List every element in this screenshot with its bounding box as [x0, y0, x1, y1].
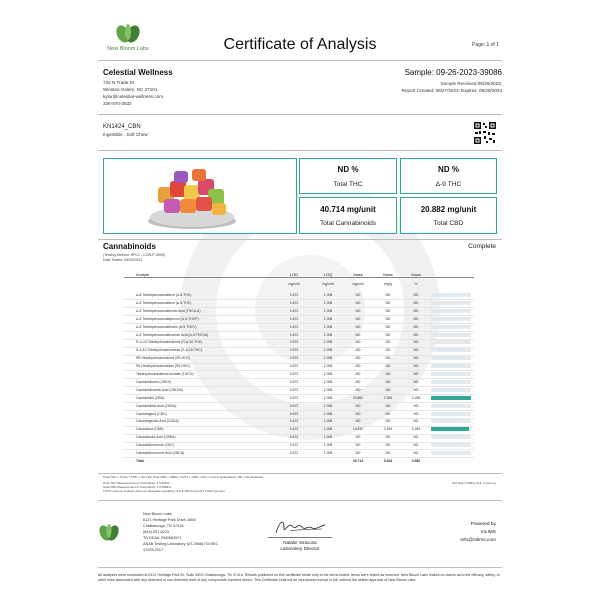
lod-value: 0.672	[289, 300, 299, 305]
mass-pct-value: ND	[413, 340, 419, 345]
result-bar	[431, 301, 471, 305]
summary-label: Total THC	[333, 181, 363, 188]
col-lod: LOD	[289, 272, 299, 277]
analyte-name: Cannabigerolic Acid (CBGA)	[136, 419, 179, 424]
analyte-name: Cannabidiol (CBD)	[136, 395, 165, 400]
result-bar	[431, 333, 471, 337]
analyte-name: Cannabigerol (CBG)	[136, 411, 167, 416]
loq-value: 1.008	[323, 372, 333, 376]
col-mass-pct: Mass	[411, 272, 421, 277]
mass-pct-value: ND	[413, 293, 419, 297]
result-bar	[431, 340, 471, 344]
mass-g-value: ND	[385, 403, 391, 408]
result-bar	[431, 443, 471, 447]
loq-value: 1.008	[323, 308, 333, 313]
mass-pct-value: ND	[413, 324, 419, 329]
table-row	[124, 332, 474, 340]
summary-total-cbd	[400, 197, 497, 234]
powered-by-email[interactable]: info@mlims.com	[460, 538, 496, 543]
lod-value: 0.672	[289, 411, 299, 416]
mass-unit-value: ND	[355, 364, 361, 369]
loq-value: 1.008	[323, 419, 333, 424]
mass-unit-value: 20.882	[352, 395, 364, 400]
col-mass-unit: Mass	[353, 272, 363, 277]
report-dates: Report Created: 09/27/2023; Expires: 09/26/2024	[401, 88, 502, 93]
lod-value: 0.672	[289, 419, 299, 424]
lod-value: 0.672	[289, 387, 299, 392]
analyte-name: Cannabichromenic Acid (CBCA)	[136, 451, 185, 455]
loq-value: 1.008	[323, 379, 333, 384]
loq-value: 1.008	[323, 411, 333, 416]
mass-unit-value: ND	[355, 387, 361, 392]
table-row	[124, 411, 474, 419]
table-row	[124, 316, 474, 324]
loq-value: 1.008	[323, 332, 333, 337]
mass-unit-value: ND	[355, 332, 361, 337]
table-row	[124, 339, 474, 347]
mass-g-value: ND	[385, 332, 391, 337]
unit-mass-g: mg/g	[384, 282, 392, 286]
result-bar-fill	[431, 396, 471, 400]
table-row	[124, 403, 474, 411]
mass-g-value: ND	[385, 293, 391, 297]
lab-name: New Bloom Labs	[143, 512, 172, 516]
disclaimer-divider	[98, 567, 502, 568]
client-name: Celestial Wellness	[103, 68, 173, 77]
mass-g-value: ND	[385, 451, 391, 455]
mass-unit-value: ND	[355, 324, 361, 329]
mass-pct-value: ND	[413, 411, 419, 416]
mass-g-value: ND	[385, 324, 391, 329]
notes-divider	[98, 473, 502, 474]
analyte-name: Cannabinol (CBN)	[136, 427, 164, 432]
lod-value: 0.672	[289, 364, 299, 369]
lod-value: 0.672	[289, 372, 299, 376]
loq-value: 1.008	[323, 356, 333, 361]
table-row	[124, 387, 474, 395]
mass-pct-value: ND	[413, 372, 419, 376]
table-row	[124, 418, 474, 426]
mass-pct-value: ND	[413, 300, 419, 305]
mass-unit-value: ND	[355, 411, 361, 416]
lod-value: 0.672	[289, 348, 299, 353]
loq-value: 1.008	[323, 316, 333, 321]
mass-g-value: ND	[385, 387, 391, 392]
result-bar	[431, 380, 471, 384]
signer-name: Natalie Siracusa	[283, 540, 317, 545]
mass-unit-value: ND	[355, 308, 361, 313]
mass-pct-value: ND	[413, 435, 419, 440]
mass-unit-value: ND	[355, 293, 361, 297]
footer-divider	[98, 500, 502, 501]
mass-g-value: ND	[385, 419, 391, 424]
gummies-photo	[104, 159, 296, 233]
summary-value: ND %	[337, 165, 359, 174]
powered-by-vendor: mLIMS	[480, 530, 496, 535]
table-header	[124, 270, 474, 278]
section-divider	[98, 239, 502, 240]
table-row	[124, 442, 474, 450]
loq-value: 1.008	[323, 348, 333, 353]
mass-g-value: ND	[385, 443, 391, 448]
summary-label: Δ-9 THC	[435, 181, 462, 188]
lod-value: 0.672	[289, 332, 299, 337]
analyte-name: Cannabichromene (CBC)	[136, 443, 175, 448]
lod-value: 0.672	[289, 356, 299, 361]
page-number: Page: 1 of 1	[472, 42, 499, 48]
lab-city: Chattanooga, TN 37416	[143, 524, 184, 528]
result-bar	[431, 325, 471, 329]
analyte-name: Δ-9-Tetrahydrocannabinolic Acid (THCA-A)	[136, 308, 201, 313]
header-divider	[98, 60, 502, 61]
mass-unit-value: ND	[355, 403, 361, 408]
loq-value: 1.008	[323, 364, 333, 369]
analyte-name: Tetrahydrocannabinol Acetate (THCO)	[136, 372, 194, 376]
testing-method: (Testing Method: HPLC , CON-P-3000)	[103, 253, 166, 257]
mass-g-value: 2.984	[383, 395, 393, 400]
result-bar	[431, 451, 471, 455]
lod-value: 0.672	[289, 435, 299, 440]
analyte-name: R-Δ-10-Tetrahydrocannabinol (R-Δ-10-THC)	[136, 340, 203, 345]
client-city: Winston-Salem, NC 27101	[103, 87, 158, 92]
lod-value: 0.672	[289, 316, 299, 321]
analyte-name: 9S-Hexahydrocannabinol (9S-HHC)	[136, 364, 190, 369]
table-row	[124, 347, 474, 355]
unit-mass: mg/unit	[352, 282, 364, 286]
lod-value: 0.672	[289, 427, 299, 432]
mass-pct-value: ND	[413, 364, 419, 369]
table-row	[124, 426, 474, 434]
summary-total-thc	[299, 158, 397, 194]
analyte-name: Cannabidivarinic Acid (CBDVA)	[136, 387, 184, 392]
mass-g-value: ND	[385, 348, 391, 353]
mass-unit-value: ND	[355, 443, 361, 448]
mass-pct-value: ND	[413, 419, 419, 424]
result-bar	[431, 356, 471, 360]
analyte-name: S-Δ-10-Tetrahydrocannabinol (S-Δ-10-THC)	[136, 348, 202, 353]
mass-g-value: ND	[385, 435, 391, 440]
lod-value: 0.672	[289, 403, 299, 408]
mass-unit-value: ND	[355, 379, 361, 384]
mass-unit-value: ND	[355, 451, 361, 455]
analyte-name: Δ-9-Tetrahydrocannabiphorol (Δ-9-THCP)	[136, 316, 199, 321]
mass-g-value: ND	[385, 411, 391, 416]
loq-value: 1.008	[323, 443, 333, 448]
mass-unit-value: ND	[355, 340, 361, 345]
product-name: KN1424_CBN	[103, 124, 141, 130]
table-row	[124, 434, 474, 442]
result-bar-fill	[431, 427, 469, 431]
result-bar	[431, 372, 471, 376]
analyte-name: Δ-8-Tetrahydrocannabinol (Δ-8-THC)	[136, 293, 192, 297]
lod-value: 0.672	[289, 324, 299, 329]
loq-value: 1.008	[323, 451, 333, 455]
mass-pct-value: ND	[413, 332, 419, 337]
mass-pct-value: ND	[413, 387, 419, 392]
col-loq: LOQ	[323, 272, 333, 277]
mass-g-value: ND	[385, 364, 391, 369]
mass-pct-value: ND	[413, 443, 419, 448]
mass-unit-value: ND	[355, 300, 361, 305]
loq-value: 1.008	[323, 300, 333, 305]
result-bar	[431, 309, 471, 313]
unit-lod: mg/unit	[288, 282, 300, 286]
lab-phone: (844) 837-8223	[143, 530, 169, 534]
loq-value: 1.008	[323, 293, 333, 297]
summary-value: ND %	[438, 165, 459, 174]
cannabinoids-status: Complete	[468, 243, 496, 250]
table-row	[124, 450, 474, 458]
mass-g-value: ND	[385, 316, 391, 321]
loq-value: 1.008	[323, 340, 333, 345]
mass-pct-value: ND	[413, 356, 419, 361]
leaf-logo-icon	[98, 522, 120, 542]
analyte-name: Δ-9-Tetrahydrocannabivarinic Acid (Δ-9-THCVA)	[136, 332, 209, 337]
qr-code-icon	[473, 121, 497, 145]
summary-total-cannabinoids	[299, 197, 397, 234]
client-address: 732 N Trade St	[103, 80, 134, 85]
lab-accreditation: ANAB Testing Laboratory (AT-2868) ISO/IEC	[143, 542, 219, 546]
table-row	[124, 324, 474, 332]
analyte-name: Cannabidivarin (CBDV)	[136, 379, 172, 384]
mass-pct-value: 0.283	[411, 427, 421, 432]
date-tested: Date Tested: 09/26/2023	[103, 258, 143, 262]
unit-pct: %	[414, 282, 418, 286]
result-bar	[431, 404, 471, 408]
result-bar	[431, 348, 471, 352]
cbd-uncertainty-note: Total CBD Measurement of Uncertainty: ± 0.0009%	[103, 485, 172, 489]
loq-value: 1.008	[323, 324, 333, 329]
table-row	[124, 292, 474, 300]
table-row	[124, 363, 474, 371]
client-divider	[98, 114, 502, 115]
table-row	[124, 300, 474, 308]
lab-iso: 17025:2017	[143, 548, 164, 552]
thc-uncertainty-note: Total THC Measurement of Uncertainty: ± 0.002%	[103, 481, 170, 485]
summary-delta9-thc	[400, 158, 497, 194]
mass-unit-value: ND	[355, 356, 361, 361]
mass-unit-value: ND	[355, 372, 361, 376]
mass-unit-value: ND	[355, 419, 361, 424]
loq-value: 1.008	[323, 387, 333, 392]
disclaimer-text: All analyses were conducted at 6121 Heritage Park Dr. Suite A500 Chattanooga, TN 37416. Results published on this certificate relate only to the items tested. Items were tested as received. New Bloom Labs makes no claims as to the efficacy, safety, or other risks associated with any detected or non-detected level of any compounds reported herein. This Certificate shall not be reproduced except in full, without the written approval of New Bloom Labs.	[98, 573, 500, 582]
result-bar	[431, 412, 471, 416]
mass-pct-value: ND	[413, 308, 419, 313]
mass-unit-value: ND	[355, 316, 361, 321]
summary-label: Total CBD	[433, 220, 464, 227]
thco-note: THCO potency analysis does not designate specificity of Δ-8 THCO and Δ-9 THCO isomers	[103, 489, 225, 493]
lod-value: 0.672	[289, 443, 299, 448]
summary-value: 40.714 mg/unit	[320, 205, 376, 214]
total-label: Total	[136, 458, 144, 463]
cannabinoids-title: Cannabinoids	[103, 242, 156, 251]
table-row	[124, 395, 474, 403]
mass-g-value: ND	[385, 356, 391, 361]
table-row	[124, 355, 474, 363]
result-bar	[431, 317, 471, 321]
mass-pct-value: ND	[413, 403, 419, 408]
lod-value: 0.672	[289, 379, 299, 384]
total-mass-unit: 40.714	[352, 458, 364, 463]
analyte-name: Δ-9-Tetrahydrocannabivarin (Δ-9-THCV)	[136, 324, 197, 329]
loq-value: 1.008	[323, 403, 333, 408]
product-divider	[98, 150, 502, 151]
mass-unit-value: ND	[355, 348, 361, 353]
total-mass-pct: 0.582	[411, 458, 421, 463]
signature-icon	[272, 516, 328, 538]
table-row	[124, 379, 474, 387]
result-bar	[431, 435, 471, 439]
mass-pct-value: ND	[413, 379, 419, 384]
mass-g-value: ND	[385, 300, 391, 305]
summary-label: Total Cannabinoids	[319, 220, 377, 227]
result-bar	[431, 388, 471, 392]
mass-g-value: 2.834	[383, 427, 393, 432]
total-mass-g: 5.818	[383, 458, 393, 463]
signer-title: Laboratory Director	[280, 546, 320, 551]
mass-g-value: ND	[385, 308, 391, 313]
result-bar	[431, 364, 471, 368]
powered-by-label: Powered by	[470, 522, 496, 527]
result-bar	[431, 419, 471, 423]
result-bar	[431, 293, 471, 297]
formula-note: Total THC = THCa * 0.877 + Δ9-THC;Total CBD = CBDa * 0.877 + CBD; LOQ = Limit of Quantitation; ND = Not Detected.	[103, 475, 264, 479]
mass-unit-value: 19.832	[352, 427, 364, 432]
mass-unit-value: ND	[355, 435, 361, 440]
client-email: kylor@celestial-wellness.com	[103, 94, 164, 99]
mass-pct-value: ND	[413, 316, 419, 321]
analyte-name: Cannabidiolic Acid (CBDA)	[136, 403, 177, 408]
lod-value: 0.672	[289, 293, 299, 297]
analyte-name: 9R-Hexahydrocannabinol (9R-HHC)	[136, 356, 191, 361]
analyte-name: Δ-9-Tetrahydrocannabinol (Δ-9-THC)	[136, 300, 192, 305]
product-image-frame	[103, 158, 297, 234]
table-row	[124, 308, 474, 316]
loq-value: 1.008	[323, 435, 333, 440]
lod-value: 0.672	[289, 395, 299, 400]
product-type: Ingestible , Soft Chew	[103, 132, 148, 137]
sample-received: Sample Received:09/26/2023;	[440, 81, 502, 86]
col-analyte: Analyte	[136, 272, 150, 277]
signature-line	[268, 537, 332, 538]
loq-value: 1.008	[323, 395, 333, 400]
lab-dea: TN DEA#: RN0563971	[143, 536, 182, 540]
unit-loq: mg/unit	[322, 282, 334, 286]
sample-id: Sample: 09-26-2023-39086	[404, 68, 502, 77]
analyte-name: Cannabinolic Acid (CBNA)	[136, 435, 176, 440]
lod-value: 0.672	[289, 308, 299, 313]
summary-value: 20.882 mg/unit	[420, 205, 477, 214]
mass-g-value: ND	[385, 379, 391, 384]
col-mass-g: Mass	[383, 272, 393, 277]
mass-pct-value: ND	[413, 348, 419, 353]
logo-text: New Bloom Labs	[107, 46, 149, 52]
mass-g-value: ND	[385, 372, 391, 376]
leaf-logo-icon	[113, 22, 143, 44]
mass-g-value: ND	[385, 340, 391, 345]
lod-value: 0.672	[289, 340, 299, 345]
loq-value: 1.008	[323, 427, 333, 432]
result-bar	[431, 427, 471, 431]
result-bar	[431, 396, 471, 400]
table-row	[124, 371, 474, 379]
page-title: Certificate of Analysis	[223, 36, 377, 53]
mass-pct-value: 0.298	[411, 395, 421, 400]
lod-value: 0.672	[289, 451, 299, 455]
mass-pct-value: ND	[413, 451, 419, 455]
client-phone: 336-970-3532	[103, 101, 132, 106]
unit-size-note: Unit Size is 998 g Unit, 1 Gummy	[451, 481, 496, 485]
lab-address: 6121 Heritage Park Drive, A500	[143, 518, 197, 522]
